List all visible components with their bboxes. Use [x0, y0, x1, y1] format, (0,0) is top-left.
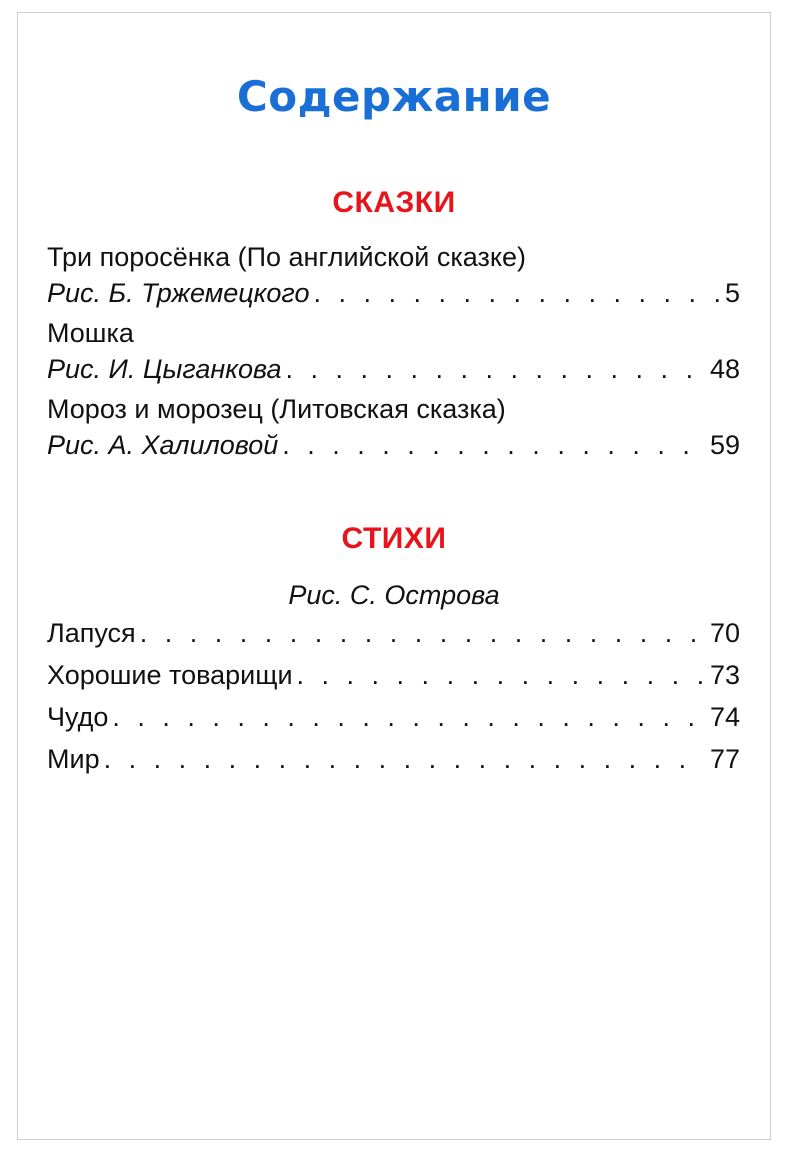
entry-illustrator: Рис. А. Халиловой [47, 430, 279, 460]
entry-page-number: 77 [709, 744, 740, 774]
leader-dots [140, 618, 706, 649]
leader-dots [112, 702, 706, 733]
toc-entry[interactable] [47, 618, 740, 660]
section-illustrator: Рис. С. Острова [288, 580, 500, 610]
entry-page-number: 74 [709, 702, 740, 732]
entry-title: Мошка [47, 318, 134, 348]
toc-skazki [47, 242, 740, 466]
entry-title: Хорошие товарищи [47, 660, 293, 690]
entry-title: Лапуся [47, 618, 136, 648]
entry-page-number: 70 [709, 618, 740, 648]
entry-title: Три поросёнка (По английской сказке) [47, 242, 526, 272]
toc-entry-title [47, 242, 740, 278]
toc-entry[interactable] [47, 278, 740, 314]
entry-illustrator: Рис. И. Цыганкова [47, 354, 282, 384]
section-heading-stikhi: СТИХИ [341, 522, 447, 555]
entry-illustrator: Рис. Б. Тржемецкого [47, 278, 310, 308]
entry-title: Мороз и морозец (Литовская сказка) [47, 394, 506, 424]
toc-entry[interactable] [47, 702, 740, 744]
page-title: Содержание [236, 72, 552, 121]
toc-entry[interactable] [47, 660, 740, 702]
entry-page-number: 48 [709, 354, 740, 384]
leader-dots [297, 660, 706, 691]
entry-page-number: 73 [709, 660, 740, 690]
page [17, 12, 771, 1140]
leader-dots [104, 744, 706, 775]
entry-page-number: 59 [709, 430, 740, 460]
leader-dots [282, 430, 706, 461]
leader-dots [286, 354, 706, 385]
entry-page-number: 5 [724, 278, 740, 308]
toc-entry[interactable] [47, 744, 740, 786]
entry-title: Чудо [47, 702, 109, 732]
toc-stikhi [47, 618, 740, 786]
toc-entry[interactable] [47, 430, 740, 466]
section-heading-skazki: СКАЗКИ [332, 186, 456, 219]
toc-entry-title [47, 318, 740, 354]
entry-title: Мир [47, 744, 100, 774]
leader-dots [313, 278, 721, 309]
toc-entry-title [47, 394, 740, 430]
toc-entry[interactable] [47, 354, 740, 390]
